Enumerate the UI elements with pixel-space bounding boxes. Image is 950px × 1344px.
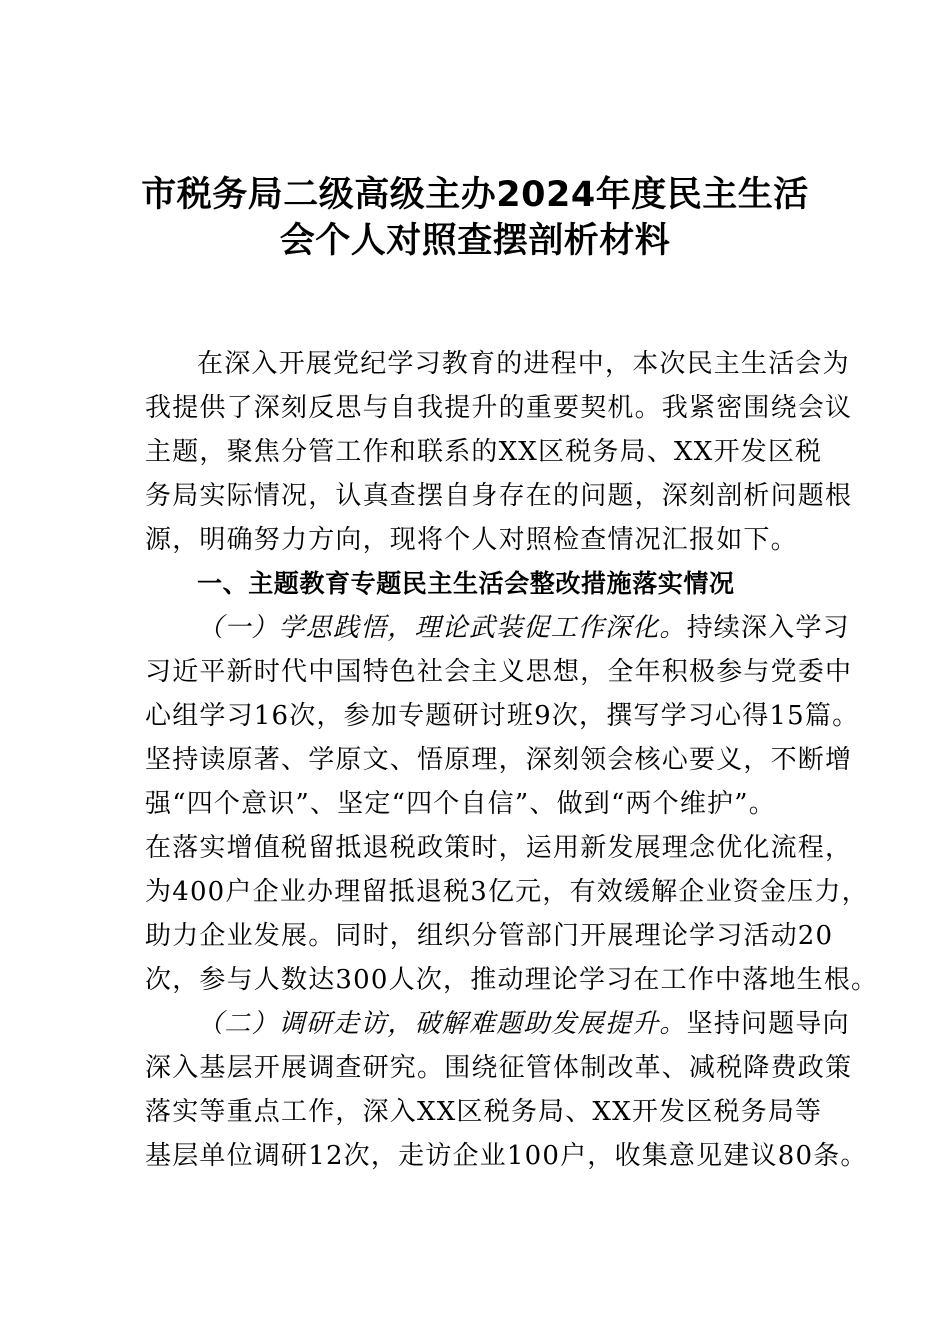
- document-body: [145, 342, 879, 1178]
- subsection-1-line: 坚持读原著、学原文、悟原理，深刻领会核心要义，不断增: [145, 745, 853, 775]
- subsection-1-line: 次，参与人数达300人次，推动理论学习在工作中落地生根。: [145, 965, 879, 995]
- subsection-1-line: 在落实增值税留抵退税政策时，运用新发展理念优化流程，: [145, 833, 853, 863]
- subsection-2-lead: 坚持问题导向: [686, 1009, 850, 1039]
- section-heading: 一、主题教育专题民主生活会整改措施落实情况: [197, 569, 735, 598]
- subsection-2-line: 落实等重点工作，深入XX区税务局、XX开发区税务局等: [145, 1097, 823, 1127]
- subsection-2-first-line: [145, 1002, 850, 1046]
- subsection-1-line: 习近平新时代中国特色社会主义思想，全年积极参与党委中: [145, 657, 853, 687]
- subsection-1-line: 心组学习16次，参加专题研讨班9次，撰写学习心得15篇。: [145, 701, 860, 731]
- document-title-line-2: 会个人对照查摆剖析材料: [279, 221, 671, 261]
- subsection-1-heading: （一）学思践悟，理论武装促工作深化。: [197, 613, 687, 643]
- subsection-1-line: 助力企业发展。同时，组织分管部门开展理论学习活动20: [145, 921, 834, 951]
- subsection-2-heading: （二）调研走访，破解难题助发展提升。: [197, 1009, 687, 1039]
- document-title-line-1: 市税务局二级高级主办2024年度民主生活: [141, 175, 809, 215]
- intro-line: 务局实际情况，认真查摆自身存在的问题，深刻剖析问题根: [145, 481, 853, 511]
- subsection-1-first-line: [145, 606, 850, 650]
- intro-line: 我提供了深刻反思与自我提升的重要契机。我紧密围绕会议: [145, 393, 853, 423]
- subsection-1-line: 为400户企业办理留抵退税3亿元，有效缓解企业资金压力，: [145, 877, 869, 907]
- intro-line: 源，明确努力方向，现将个人对照检查情况汇报如下。: [145, 525, 798, 555]
- intro-line: 主题，聚焦分管工作和联系的XX区税务局、XX开发区税: [145, 437, 823, 467]
- subsection-2-line: 基层单位调研12次，走访企业100户，收集意见建议80条。: [145, 1141, 868, 1171]
- subsection-2-line: 深入基层开展调查研究。围绕征管体制改革、减税降费政策: [145, 1053, 853, 1083]
- subsection-1-lead: 持续深入学习: [686, 613, 850, 643]
- intro-line: 在深入开展党纪学习教育的进程中，本次民主生活会为: [197, 349, 850, 379]
- subsection-1-line: 强“四个意识”、坚定“四个自信”、做到“两个维护”。: [145, 789, 776, 819]
